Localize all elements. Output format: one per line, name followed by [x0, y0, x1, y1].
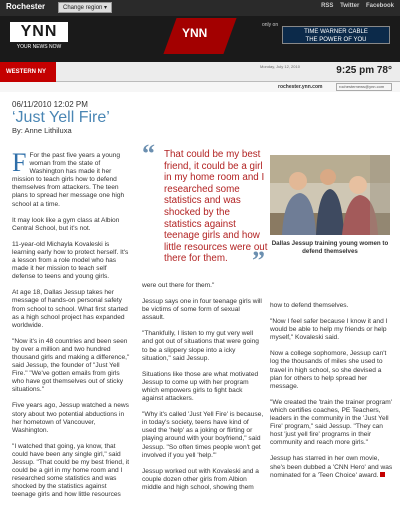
pull-quote-text: That could be my best friend, it could be a girl in my home room and I researched some statistics and was shocked by the statistics against teenage girls and how little resources were out there for them.: [164, 149, 268, 265]
cable-name: TIME WARNER CABLE: [304, 29, 368, 35]
logo-text: YNN: [10, 22, 68, 42]
photo-caption: Dallas Jessup training young women to defend themselves: [271, 240, 389, 255]
time-weather: 9:25 pm 78°: [336, 65, 392, 76]
article-column-2: [142, 282, 264, 500]
article-title: ‘Just Yell Fire’: [12, 109, 110, 126]
paragraph: Situations like those are what motivated Jessup to come up with her program which empowers girls to fight back against attackers.: [142, 370, 259, 403]
banner-logo: YNN: [182, 26, 208, 40]
paragraph: Jessup has starred in her own movie, she's been dubbed a 'CNN Hero' and was nominated for a 'Teen Choice' award.: [270, 455, 393, 479]
article-column-3: [270, 302, 394, 488]
paragraph: It may look like a gym class at Albion Central School, but it's not.: [12, 216, 120, 232]
paragraph: "Now it's in 48 countries and been seen by over a million and two hundred thousand girls and making a difference," said Jessup, the founder of "Just Yell Fire." "We've gotten emails from girls who have got themselves out of sticky situations.": [12, 337, 130, 394]
ynn-logo[interactable]: [10, 22, 68, 52]
paragraph: F For the past five years a young woman from the state of Washington has made it her mission to teach girls how to defend themselves from attackers. The teen plans to spread her message one high school at a time.: [12, 148, 125, 208]
cable-prefix: only on: [262, 22, 279, 28]
article-column-1: [12, 148, 130, 507]
paragraph: "Now I feel safer because I know it and I would be able to help my friends or help myself," Kovaleski said.: [270, 318, 388, 342]
sub-bar: [0, 62, 400, 82]
paragraph: how to defend themselves.: [270, 302, 349, 309]
paragraph: "I watched that going, ya know, that could have been any single girl," said Jessup. "That could be my best friend, it could be a girl in my home room and I researched some statistics and was shocked by the statistics against teenage girls and how little resources: [12, 442, 130, 499]
region-name: Rochester: [6, 2, 46, 11]
email-link[interactable]: rochesternews@ynn.com: [336, 83, 392, 91]
cable-ad[interactable]: [262, 20, 392, 56]
paragraph: At age 18, Dallas Jessup takes her message of hands-on personal safety from school to school. What first started as a high school project has expanded worldwide.: [12, 289, 128, 329]
pull-quote: [142, 149, 270, 265]
paragraph: Jessup says one in four teenage girls will be victims of some form of sexual assault.: [142, 298, 262, 322]
paragraph: were out there for them.": [142, 282, 215, 289]
drop-cap: F: [12, 148, 27, 177]
open-quote-icon: “: [142, 139, 155, 168]
site-header: [0, 0, 400, 62]
twitter-link[interactable]: Twitter: [340, 3, 360, 9]
paragraph: Five years ago, Jessup watched a news story about two potential abductions in her hometown of Vancouver, Washington.: [12, 402, 129, 434]
paragraph: 11-year-old Michayla Kovaleski is learning early how to protect herself. It's a lesson from a role model who has made it her mission to teach self defense to teens and young girls.: [12, 240, 129, 281]
rss-link[interactable]: RSS: [321, 3, 334, 9]
paragraph: "Why it's called 'Just Yell Fire' is because, in today's society, teens have kind of used the 'help' as a joking or flirting or playing around with your boyfriend," said Jessup. "So often times people won't get involved if you yell 'help.'": [142, 411, 264, 459]
current-date: Monday, July 12, 2010: [260, 64, 300, 69]
article-byline: By: Anne Lithiluxa: [12, 126, 72, 135]
cable-sub: THE POWER OF YOU: [305, 37, 367, 43]
logo-tagline: YOUR NEWS NOW: [16, 44, 62, 50]
facebook-link[interactable]: Facebook: [365, 3, 394, 9]
cable-logo: [282, 26, 390, 44]
url-bar: [0, 82, 400, 92]
end-of-article-icon: [380, 472, 385, 477]
article-photo[interactable]: [270, 155, 390, 235]
paragraph: "Thankfully, I listen to my gut very well and got out of situations that were going to be a slippery slope into a icky situation," said Jessup.: [142, 330, 259, 362]
section-tab[interactable]: WESTERN NY: [0, 62, 56, 82]
paragraph: Now a college sophomore, Jessup can't log the thousands of miles she used to travel in high school, so she devised a plan for others to help spread her message.: [270, 350, 387, 390]
close-quote-icon: ”: [252, 246, 265, 275]
site-url[interactable]: rochester.ynn.com: [278, 84, 323, 90]
paragraph: Jessup worked out with Kovaleski and a couple dozen other girls from Albion middle and high school, showing them: [142, 467, 259, 491]
training-photo: [270, 155, 390, 235]
change-region-button[interactable]: Change region ▾: [58, 2, 112, 13]
region-bar: [0, 0, 400, 16]
paragraph: "We created the 'train the trainer program' which certifies coaches, PE Teachers, leaders in the community in the 'Just Yell Fire' program," said Jessup. "They can host 'just yell fire' programs in their community and reach more girls.": [270, 398, 393, 447]
social-links: [316, 3, 394, 9]
article-dateline: 06/11/2010 12:02 PM: [12, 100, 88, 109]
